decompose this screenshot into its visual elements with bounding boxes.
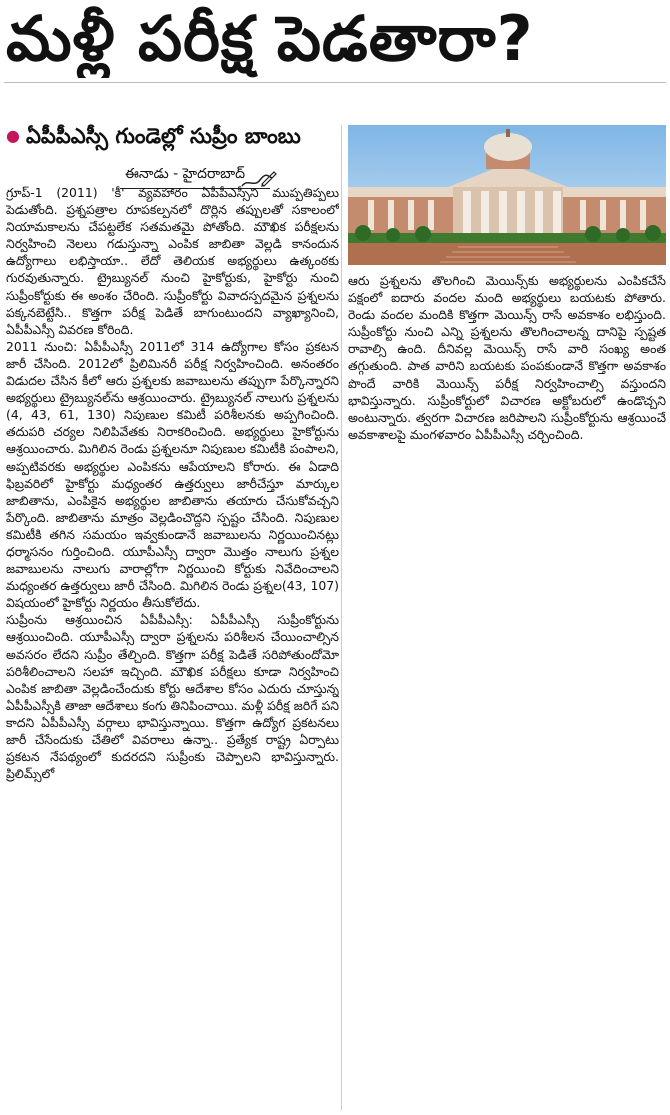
supreme-court-photo bbox=[348, 125, 666, 265]
headline: మళ్లీ పరీక్ష పెడతారా? bbox=[6, 2, 534, 75]
byline: ఈనాడు - హైదరాబాద్ bbox=[125, 166, 245, 182]
headline-rule bbox=[4, 82, 666, 83]
article-paragraph: ఆరు ప్రశ్నలను తొలగించి మెయిన్స్‌కు అభ్యర్థులను ఎంపికచేసే పక్షంలో ఐదారు వందల మంది అభ్యర్థులు బయటకు పోతారు. రెండు వందల మందికి కొత్తగా మెయిన్స్ రాసే అవకాశం లభిస్తుంది. సుప్రీంకోర్టు నుంచి ఎన్ని ప్రశ్నలను తొలగించాలన్న దానిపై స్పష్టత రావాల్సి ఉంది. దీనివల్ల మెయిన్స్ రాసే వారి సంఖ్య అంత తగ్గుతుంది. పాత వారిని బయటకు పంపకుండానే కొత్తగా అవకాశం పొందే వారికి మెయిన్స్ పరీక్ష నిర్వహించాల్సి వస్తుందని భావిస్తున్నారు. సుప్రీంకోర్టులో విచారణ అక్టోబరులో ఉండొచ్చని అంటున్నారు. త్వరగా విచారణ జరిపాలని సుప్రీంకోర్టును ఆశ్రయించే అవకాశాలపై మంగళవారం ఏపీపీఎస్సీ చర్చించింది. bbox=[348, 273, 666, 442]
article-left-column bbox=[6, 184, 339, 1112]
subheadline-text: ఏపీపీఎస్సీ గుండెల్లో సుప్రీం బాంబు bbox=[25, 124, 301, 148]
column-divider bbox=[341, 125, 342, 1110]
article-paragraph: సుప్రీంను ఆశ్రయించిన ఏపీపీఎస్సీ: ఏపీపీఎస్సీ సుప్రీంకోర్టును ఆశ్రయించింది. యూపీఎస్సీ ద్వారా ప్రశ్నలను పరిశీలన చేయించాల్సిన అవసరం లేదని సుప్రీం తేల్చింది. కొత్తగా పరీక్ష పెడితే సరిపోతుందోమో పరిశీలించాలని సలహా ఇచ్చింది. మౌఖిక పరీక్షలు కూడా నిర్వహించి ఎంపిక జాబితా వెల్లడించేందుకు కోర్టు ఆదేశాల కోసం ఎదురు చూస్తున్న ఏపీపీఎస్సీకి తాజా ఆదేశాలు కంగు తినిపించాయి. మళ్లీ పరీక్ష జరిగే పని కాదని ఏపీపీఎస్సీ వర్గాలు భావిస్తున్నాయి. కొత్తగా ఉద్యోగ ప్రకటనలు జారీ చేసేందుకు చేతిలో వివరాలు ఉన్నా.. ప్రత్యేక రాష్ట్ర ఏర్పాటు ప్రకటన నేపథ్యంలో కుదరదని సుప్రీంకు చెప్పాలని భావిస్తున్నారు. ప్రిలిమ్స్‌లో bbox=[6, 612, 339, 782]
subheadline bbox=[6, 120, 336, 152]
article-paragraph: 2011 నుంచి: ఏపీపీఎస్సీ 2011లో 314 ఉద్యోగాల కోసం ప్రకటన జారీ చేసింది. 2012లో ప్రిలిమినరీ పరీక్ష నిర్వహించింది. అనంతరం విడుదల చేసిన కీలో ఆరు ప్రశ్నలకు జవాబులను తప్పుగా పేర్కొన్నారని అభ్యర్థులు ట్రైబ్యునల్‌ను ఆశ్రయించారు. ట్రైబ్యునల్ నాలుగు ప్రశ్నలను (4, 43, 61, 130) నిపుణుల కమిటీ పరిశీలనకు అప్పగించింది. తదుపరి చర్యల నిలిపివేతకు నిరాకరించింది. అభ్యర్థులు హైకోర్టును ఆశ్రయించారు. మిగిలిన రెండు ప్రశ్నలనూ నిపుణుల కమిటీకి పంపాలని, అప్పటివరకు అభ్యర్థుల ఎంపికను ఆపేయాలని కోరారు. ఈ ఏడాది ఫిబ్రవరిలో హైకోర్టు మధ్యంతర ఉత్తర్వులు జారీచేస్తూ మార్కుల జాబితాను, ఎంపికైన అభ్యర్థుల జాబితాను తయారు చేసుకోవచ్చని పేర్కొంది. జాబితాను మాత్రం వెల్లడించొద్దని స్పష్టం చేసింది. నిపుణుల కమిటీకి తగిన సమయం ఇవ్వకుండానే జవాబులను నిర్ణయించినట్లు ధర్మాసనం గుర్తించింది. యూపీఎస్సీ ద్వారా మొత్తం నాలుగు ప్రశ్నల జవాబులను నాలుగు వారాల్లోగా నిర్ణయించి కోర్టుకు నివేదించాలని మధ్యంతర ఉత్తర్వులు జారీ చేసింది. మిగిలిన రెండు ప్రశ్నల(43, 107) విషయంలో హైకోర్టు నిర్ణయం తీసుకోలేదు. bbox=[6, 338, 339, 611]
article-paragraph: గ్రూప్-1 (2011) 'కీ' వ్యవహారం ఏపీపీఎస్సీని ముప్పతిప్పలు పెడుతోంది. ప్రశ్నపత్రాల రూపకల్పనలో దొర్లిన తప్పులతో సకాలంలో నియామకాలను చేపట్టలేక సతమతమై పోతోంది. మౌఖిక పరీక్షలను నిర్వహించి నెలలు గడుస్తున్నా ఎంపిక జాబితా వెల్లడి కానందున ఉద్యోగాలు లభిస్తాయా.. లేదో తెలియక అభ్యర్థులు ఉత్కంఠకు గురవుతున్నారు. ట్రైబ్యునల్ నుంచి హైకోర్టుకు, హైకోర్టు నుంచి సుప్రీంకోర్టుకు ఈ అంశం చేరింది. సుప్రీంకోర్టు వివాదస్పదమైన ప్రశ్నలను పక్కనబెట్టేసి.. కొత్తగా పరీక్ష పెడితే బాగుంటుందని వ్యాఖ్యానించి, ఏపీపీఎస్సీ వివరణ కోరింది. bbox=[6, 185, 339, 337]
article-right-column bbox=[348, 272, 666, 552]
bullet-icon: ● bbox=[6, 126, 20, 145]
